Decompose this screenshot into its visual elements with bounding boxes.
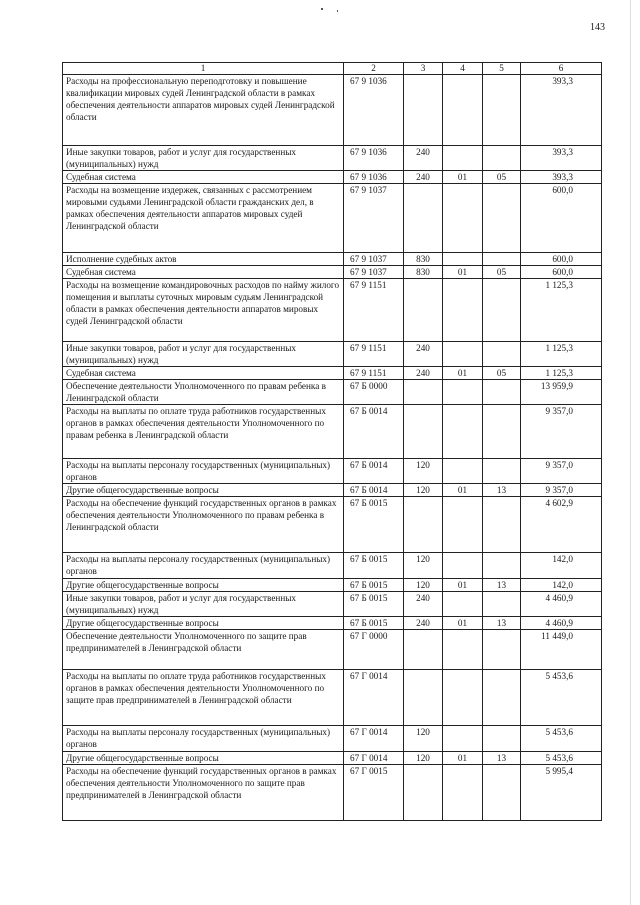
row-rz xyxy=(443,765,483,821)
row-code: 67 Б 0015 xyxy=(344,592,404,617)
row-sum: 5 453,6 xyxy=(521,726,602,752)
row-code: 67 9 1036 xyxy=(344,171,404,184)
row-sum: 5 453,6 xyxy=(521,670,602,726)
row-pr: 13 xyxy=(483,617,521,630)
table-row xyxy=(63,380,602,405)
row-vr: 120 xyxy=(404,579,443,592)
row-sum: 4 460,9 xyxy=(521,592,602,617)
row-pr: 13 xyxy=(483,579,521,592)
table-row xyxy=(63,405,602,459)
row-name: Судебная система xyxy=(63,367,344,380)
row-sum: 393,3 xyxy=(521,171,602,184)
row-pr: 05 xyxy=(483,367,521,380)
row-vr: 240 xyxy=(404,592,443,617)
row-vr xyxy=(404,75,443,146)
row-code: 67 Г 0014 xyxy=(344,752,404,765)
row-vr xyxy=(404,279,443,342)
row-vr: 830 xyxy=(404,266,443,279)
table-row xyxy=(63,171,602,184)
row-pr xyxy=(483,342,521,367)
table-row xyxy=(63,497,602,553)
row-pr xyxy=(483,670,521,726)
row-sum: 600,0 xyxy=(521,253,602,266)
table-row xyxy=(63,726,602,752)
row-code: 67 Б 0014 xyxy=(344,459,404,484)
row-name: Расходы на обеспечение функций государственных органов в рамках обеспечения деятельности Уполномоченного по правам ребенка в Ленинградской области xyxy=(63,497,344,553)
table-row xyxy=(63,75,602,146)
row-sum: 1 125,3 xyxy=(521,367,602,380)
row-pr xyxy=(483,75,521,146)
row-code: 67 9 1036 xyxy=(344,146,404,171)
row-name: Судебная система xyxy=(63,266,344,279)
row-rz xyxy=(443,630,483,670)
row-rz xyxy=(443,553,483,579)
row-pr xyxy=(483,146,521,171)
row-name: Обеспечение деятельности Уполномоченного по защите прав предпринимателей в Ленинградской области xyxy=(63,630,344,670)
table-row xyxy=(63,553,602,579)
row-pr xyxy=(483,765,521,821)
row-name: Иные закупки товаров, работ и услуг для государственных (муниципальных) нужд xyxy=(63,146,344,171)
row-code: 67 Б 0015 xyxy=(344,553,404,579)
row-vr xyxy=(404,765,443,821)
row-rz xyxy=(443,459,483,484)
row-sum: 142,0 xyxy=(521,553,602,579)
header-col-name: 1 xyxy=(63,63,344,75)
row-sum: 9 357,0 xyxy=(521,405,602,459)
row-vr xyxy=(404,380,443,405)
row-name: Расходы на выплаты персоналу государственных (муниципальных) органов xyxy=(63,459,344,484)
row-name: Судебная система xyxy=(63,171,344,184)
row-pr: 05 xyxy=(483,171,521,184)
row-sum: 11 449,0 xyxy=(521,630,602,670)
row-code: 67 Б 0000 xyxy=(344,380,404,405)
header-col-pr: 5 xyxy=(483,63,521,75)
row-name: Другие общегосударственные вопросы xyxy=(63,617,344,630)
row-pr xyxy=(483,380,521,405)
row-name: Другие общегосударственные вопросы xyxy=(63,579,344,592)
header-col-vr: 3 xyxy=(404,63,443,75)
row-rz: 01 xyxy=(443,171,483,184)
table-row xyxy=(63,752,602,765)
row-name: Расходы на выплаты по оплате труда работников государственных органов в рамках обеспечения деятельности Уполномоченного по защите прав предпринимателей в Ленинградской области xyxy=(63,670,344,726)
table-row xyxy=(63,459,602,484)
row-pr xyxy=(483,459,521,484)
row-name: Исполнение судебных актов xyxy=(63,253,344,266)
row-vr: 240 xyxy=(404,342,443,367)
row-rz xyxy=(443,184,483,253)
scan-speck xyxy=(321,8,323,10)
row-rz: 01 xyxy=(443,752,483,765)
row-pr xyxy=(483,553,521,579)
row-rz: 01 xyxy=(443,367,483,380)
row-pr xyxy=(483,497,521,553)
row-code: 67 Б 0014 xyxy=(344,484,404,497)
row-vr: 120 xyxy=(404,484,443,497)
row-vr: 120 xyxy=(404,752,443,765)
row-code: 67 Б 0015 xyxy=(344,579,404,592)
row-rz: 01 xyxy=(443,579,483,592)
row-vr: 240 xyxy=(404,617,443,630)
row-name: Другие общегосударственные вопросы xyxy=(63,752,344,765)
row-sum: 5 453,6 xyxy=(521,752,602,765)
row-vr: 120 xyxy=(404,726,443,752)
table-row xyxy=(63,342,602,367)
row-vr: 240 xyxy=(404,367,443,380)
row-name: Расходы на выплаты персоналу государственных (муниципальных) органов xyxy=(63,726,344,752)
row-code: 67 Г 0014 xyxy=(344,726,404,752)
row-pr xyxy=(483,592,521,617)
table-row xyxy=(63,484,602,497)
row-rz xyxy=(443,670,483,726)
scan-edge xyxy=(630,0,631,905)
row-code: 67 9 1151 xyxy=(344,279,404,342)
table-row xyxy=(63,617,602,630)
row-rz: 01 xyxy=(443,484,483,497)
table-row xyxy=(63,266,602,279)
table-row xyxy=(63,670,602,726)
row-pr: 13 xyxy=(483,752,521,765)
table-row xyxy=(63,765,602,821)
table-row xyxy=(63,592,602,617)
row-sum: 4 602,9 xyxy=(521,497,602,553)
row-code: 67 9 1037 xyxy=(344,253,404,266)
row-pr xyxy=(483,726,521,752)
row-code: 67 9 1151 xyxy=(344,367,404,380)
row-rz: 01 xyxy=(443,617,483,630)
row-name: Расходы на профессиональную переподготовку и повышение квалификации мировых судей Ленинградской области в рамках обеспечения деятельности аппаратов мировых судей Ленинградской области xyxy=(63,75,344,146)
row-pr xyxy=(483,279,521,342)
row-sum: 142,0 xyxy=(521,579,602,592)
header-col-code: 2 xyxy=(344,63,404,75)
row-vr: 240 xyxy=(404,146,443,171)
row-name: Обеспечение деятельности Уполномоченного по правам ребенка в Ленинградской области xyxy=(63,380,344,405)
row-sum: 600,0 xyxy=(521,184,602,253)
row-vr: 120 xyxy=(404,553,443,579)
row-pr: 05 xyxy=(483,266,521,279)
row-vr xyxy=(404,630,443,670)
row-sum: 1 125,3 xyxy=(521,342,602,367)
budget-table xyxy=(62,62,602,821)
header-col-rz: 4 xyxy=(443,63,483,75)
row-sum: 393,3 xyxy=(521,75,602,146)
row-sum: 5 995,4 xyxy=(521,765,602,821)
row-rz xyxy=(443,279,483,342)
row-name: Другие общегосударственные вопросы xyxy=(63,484,344,497)
row-vr xyxy=(404,405,443,459)
row-pr xyxy=(483,253,521,266)
row-rz xyxy=(443,253,483,266)
row-pr: 13 xyxy=(483,484,521,497)
table-row xyxy=(63,146,602,171)
row-sum: 4 460,9 xyxy=(521,617,602,630)
row-rz xyxy=(443,592,483,617)
row-vr: 830 xyxy=(404,253,443,266)
row-sum: 393,3 xyxy=(521,146,602,171)
row-rz xyxy=(443,380,483,405)
row-name: Расходы на возмещение командировочных расходов по найму жилого помещения и выплаты суточных мировым судьям Ленинградской области в рамках обеспечения деятельности аппаратов мировых судей Ленинградской области xyxy=(63,279,344,342)
scan-speck xyxy=(337,10,338,12)
table-row xyxy=(63,579,602,592)
row-name: Расходы на обеспечение функций государственных органов в рамках обеспечения деятельности Уполномоченного по защите прав предпринимателей в Ленинградской области xyxy=(63,765,344,821)
row-pr xyxy=(483,405,521,459)
table-row xyxy=(63,630,602,670)
row-name: Расходы на выплаты по оплате труда работников государственных органов в рамках обеспечения деятельности Уполномоченного по правам ребенка в Ленинградской области xyxy=(63,405,344,459)
row-rz xyxy=(443,342,483,367)
row-vr: 240 xyxy=(404,171,443,184)
row-code: 67 9 1036 xyxy=(344,75,404,146)
row-code: 67 9 1037 xyxy=(344,184,404,253)
row-rz xyxy=(443,75,483,146)
row-rz xyxy=(443,497,483,553)
row-rz xyxy=(443,405,483,459)
row-rz xyxy=(443,146,483,171)
row-sum: 1 125,3 xyxy=(521,279,602,342)
row-name: Иные закупки товаров, работ и услуг для государственных (муниципальных) нужд xyxy=(63,342,344,367)
row-vr xyxy=(404,670,443,726)
row-sum: 9 357,0 xyxy=(521,484,602,497)
row-name: Иные закупки товаров, работ и услуг для государственных (муниципальных) нужд xyxy=(63,592,344,617)
table-row xyxy=(63,184,602,253)
row-pr xyxy=(483,630,521,670)
row-code: 67 Б 0015 xyxy=(344,617,404,630)
row-name: Расходы на возмещение издержек, связанных с рассмотрением мировыми судьями Ленинградской области гражданских дел, в рамках обеспечения деятельности аппаратов мировых судей Ленинградской области xyxy=(63,184,344,253)
row-vr xyxy=(404,497,443,553)
row-sum: 600,0 xyxy=(521,266,602,279)
row-code: 67 9 1037 xyxy=(344,266,404,279)
row-sum: 9 357,0 xyxy=(521,459,602,484)
table-row xyxy=(63,279,602,342)
row-code: 67 Б 0015 xyxy=(344,497,404,553)
row-sum: 13 959,9 xyxy=(521,380,602,405)
row-rz: 01 xyxy=(443,266,483,279)
header-row xyxy=(63,63,602,75)
table-row xyxy=(63,253,602,266)
table-row xyxy=(63,367,602,380)
row-vr xyxy=(404,184,443,253)
page-number: 143 xyxy=(590,22,605,33)
row-code: 67 Г 0014 xyxy=(344,670,404,726)
row-code: 67 Б 0014 xyxy=(344,405,404,459)
row-pr xyxy=(483,184,521,253)
row-code: 67 Г 0000 xyxy=(344,630,404,670)
row-code: 67 Г 0015 xyxy=(344,765,404,821)
row-vr: 120 xyxy=(404,459,443,484)
header-col-sum: 6 xyxy=(521,63,602,75)
row-rz xyxy=(443,726,483,752)
row-name: Расходы на выплаты персоналу государственных (муниципальных) органов xyxy=(63,553,344,579)
row-code: 67 9 1151 xyxy=(344,342,404,367)
